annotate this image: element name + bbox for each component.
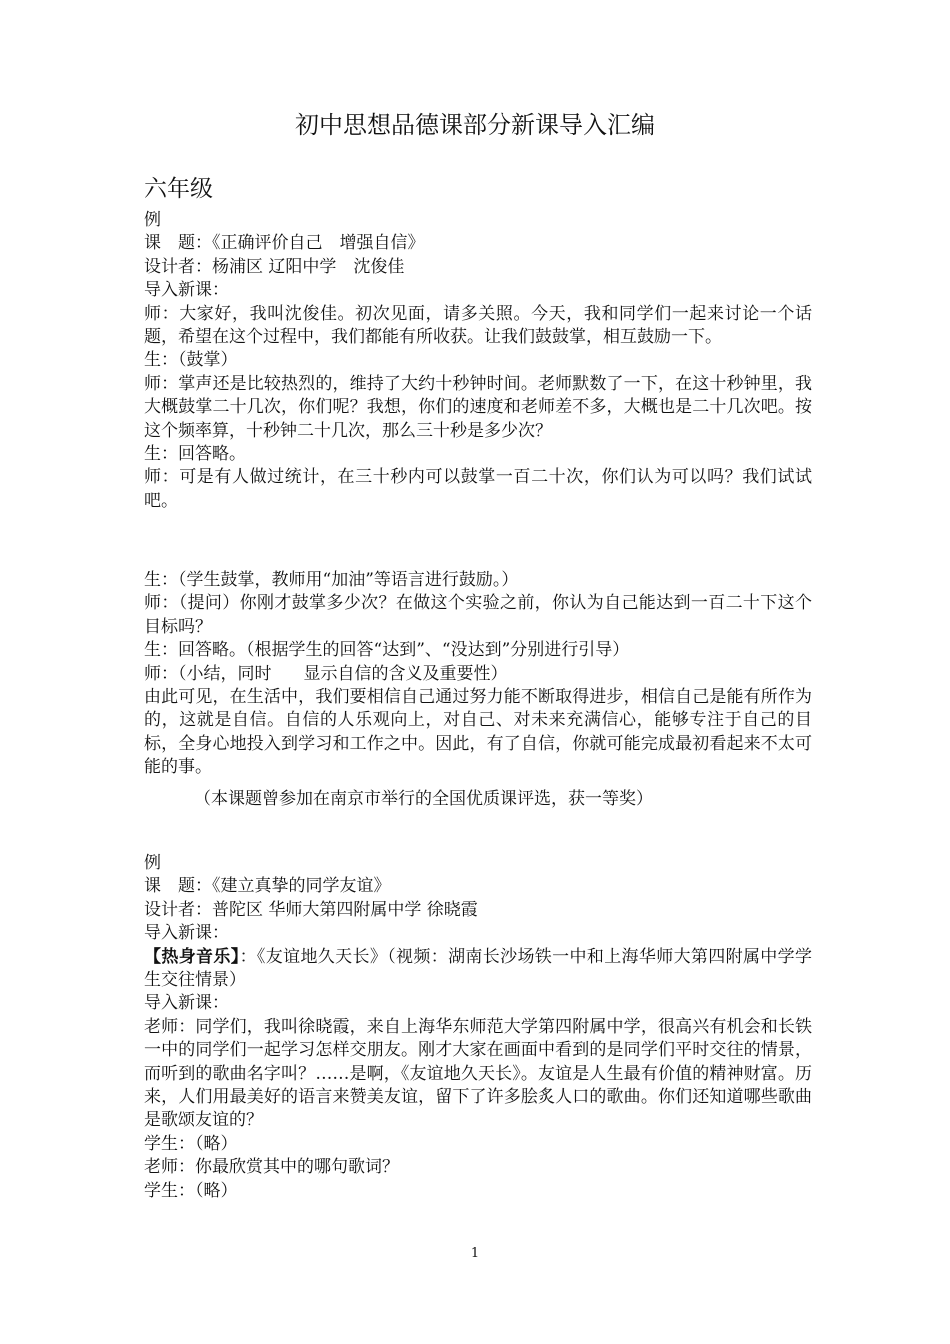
example-1-continued <box>144 569 812 811</box>
example-1-para-4: 生：回答略。 <box>144 444 246 465</box>
course-value: 《正确评价自己 增强自信》 <box>212 233 425 254</box>
example-1-para-9 <box>144 663 812 686</box>
example-2-para-1: 老师：同学们，我叫徐晓霞，来自上海华东师范大学第四附属中学，很高兴有机会和长铁一中的同学们一起学习怎样交朋友。刚才大家在画面中看到的是同学们平时交往的情景，而听到的歌曲名字叫？……是啊，《友谊地久天长》。友谊是人生最有价值的精神财富。历来，人们用最美好的语言来赞美友谊，留下了许多脍炙人口的歌曲。你们还知道哪些歌曲是歌颂友谊的？ <box>144 1016 812 1131</box>
example-2-course <box>144 875 812 898</box>
example-2-para-4: 学生：（略） <box>144 1180 238 1201</box>
example-1-para-3: 师：掌声还是比较热烈的，维持了大约十秒钟时间。老师默数了一下，在这十秒钟里，我大概鼓掌二十几次，你们呢？我想，你们的速度和老师差不多，大概也是二十几次吧。按这个频率算，十秒钟二十几次，那么三十秒是多少次？ <box>144 373 812 441</box>
example-2-label: 例 <box>144 853 161 873</box>
example-2-music <box>144 946 812 993</box>
example-1-course <box>144 232 812 255</box>
example-2-para-2: 学生：（略） <box>144 1133 238 1154</box>
example-1-header <box>144 209 812 513</box>
example-2-para-3: 老师：你最欣赏其中的哪句歌词？ <box>144 1157 399 1178</box>
music-label: 【热身音乐】 <box>144 946 240 967</box>
example-1-designer: 设计者：杨浦区 辽阳中学 沈俊佳 <box>144 256 405 277</box>
grade-heading: 六年级 <box>144 176 213 202</box>
course-value: 《建立真挚的同学友谊》 <box>212 876 391 897</box>
example-1-para-10: 由此可见，在生活中，我们要相信自己通过努力能不断取得进步，相信自己是能有所作为的，这就是自信。自信的人乐观向上，对自己、对未来充满信心，能够专注于自己的目标，全身心地投入到学习和工作之中。因此，有了自信，你就可能完成最初看起来不太可能的事。 <box>144 687 812 778</box>
example-1-para-8: 生：回答略。（根据学生的回答“达到”、“没达到”分别进行引导） <box>144 640 630 661</box>
summary-prefix: 师：（小结，同时 <box>144 663 272 684</box>
example-1-award-note: （本课题曾参加在南京市举行的全国优质课评选，获一等奖） <box>194 788 653 809</box>
example-2-intro: 导入新课： <box>144 923 229 944</box>
page-number: 1 <box>470 1246 480 1261</box>
example-2-designer: 设计者：普陀区 华师大第四附属中学 徐晓霞 <box>144 899 478 920</box>
music-text: ：《友谊地久天长》（视频：湖南长沙场铁一中和上海华师大第四附属中学学生交往情景） <box>144 946 812 991</box>
document-title: 初中思想品德课部分新课导入汇编 <box>295 111 655 139</box>
example-1-intro: 导入新课： <box>144 280 229 301</box>
example-1-para-1: 师：大家好，我叫沈俊佳。初次见面，请多关照。今天，我和同学们一起来讨论一个话题，希望在这个过程中，我们都能有所收获。让我们鼓鼓掌，相互鼓励一下。 <box>144 303 812 348</box>
example-1-para-6: 生：（学生鼓掌，教师用“加油”等语言进行鼓励。） <box>144 570 519 590</box>
summary-suffix: 显示自信的含义及重要性） <box>303 663 508 684</box>
example-1-para-7: 师：（提问）你刚才鼓掌多少次？在做这个实验之前，你认为自己能达到一百二十下这个目标吗？ <box>144 593 812 637</box>
example-2-intro-2: 导入新课： <box>144 993 229 1014</box>
example-2-section <box>144 852 812 1203</box>
course-key: 课 题： <box>144 233 212 254</box>
example-1-para-2: 生：（鼓掌） <box>144 350 238 371</box>
example-1-para-5: 师：可是有人做过统计，在三十秒内可以鼓掌一百二十次，你们认为可以吗？我们试试吧。 <box>144 467 812 511</box>
example-1-label: 例 <box>144 210 161 230</box>
course-key: 课 题： <box>144 876 212 897</box>
